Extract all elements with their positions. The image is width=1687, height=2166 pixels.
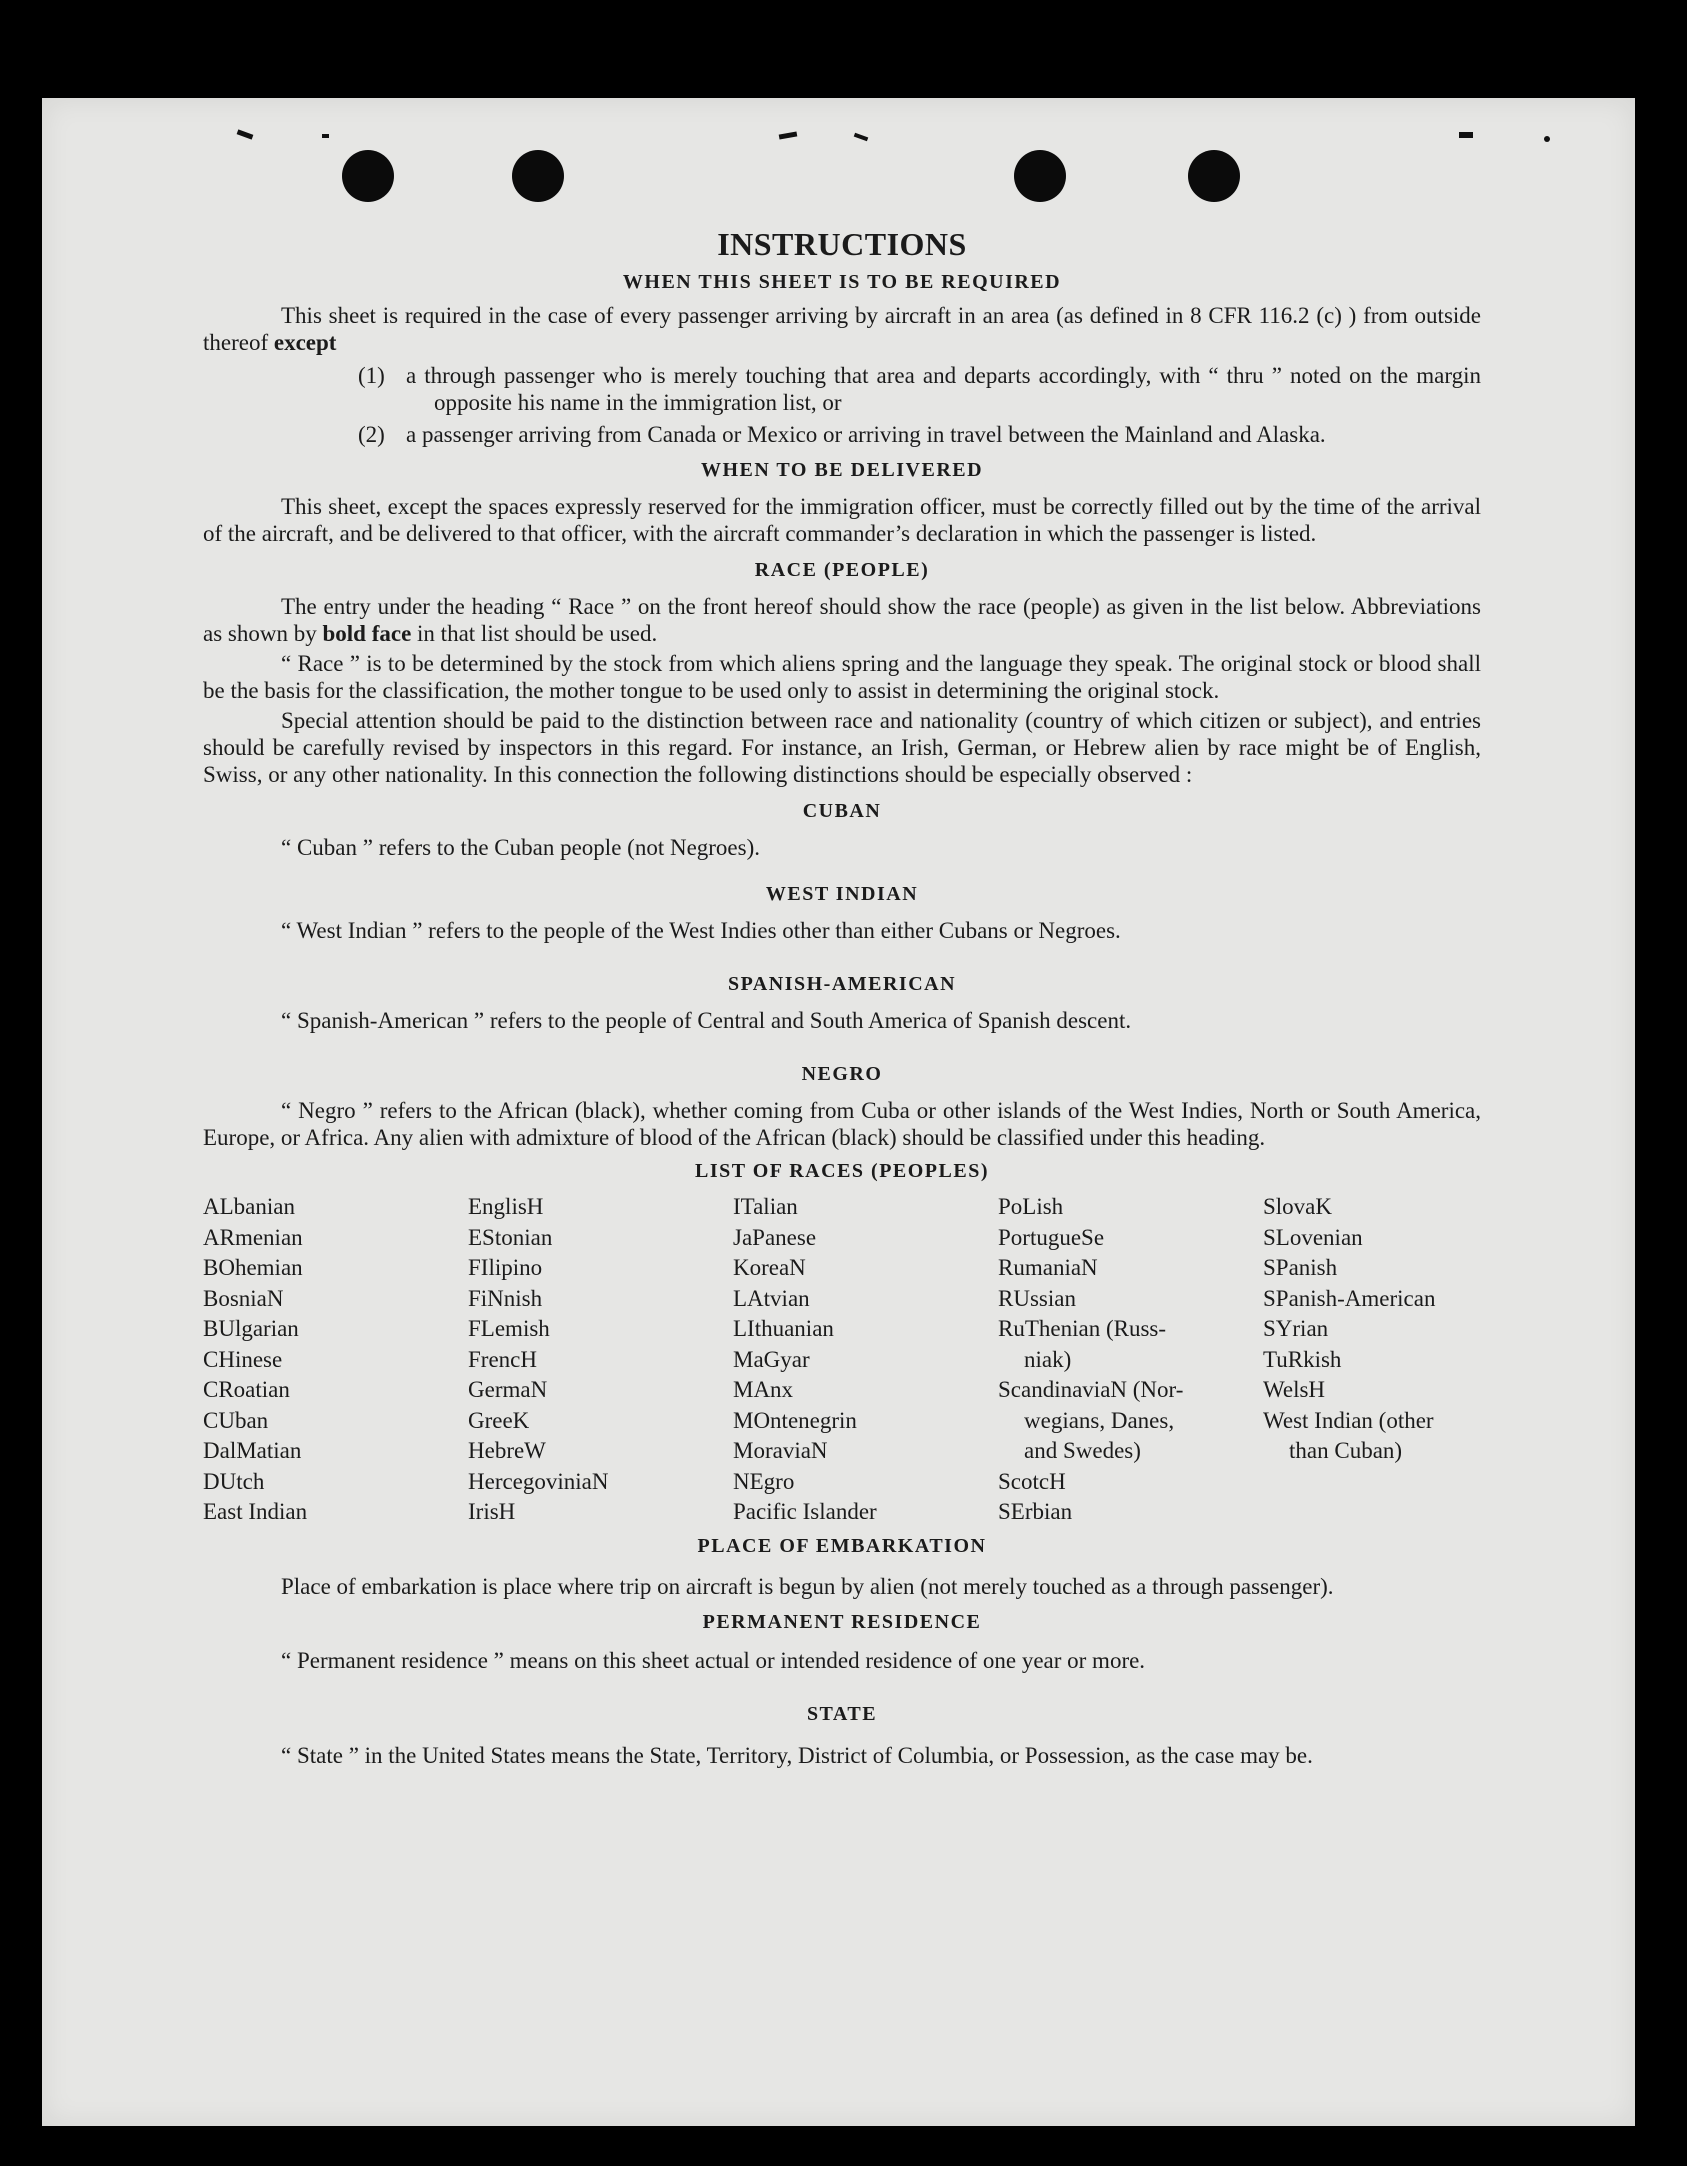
race-entry: MAnx (733, 1377, 794, 1402)
race-entry: EnglisH (468, 1194, 544, 1219)
paper-speck (237, 129, 254, 139)
paper-speck (1544, 136, 1550, 142)
race-entry: PortugueSe (998, 1224, 1105, 1250)
race-column (733, 1192, 998, 1528)
race-entry: FLemish (468, 1316, 550, 1341)
race-entry: GreeK (468, 1407, 530, 1433)
race-column (203, 1192, 468, 1528)
paper-speck (322, 134, 329, 138)
race-entry: BUlgarian (203, 1316, 299, 1341)
race-entry: FIlipino (468, 1255, 543, 1280)
race-entry: DalMatian (203, 1438, 302, 1463)
heading-negro: NEGRO (801, 1063, 883, 1085)
race-entry: BosniaN (203, 1285, 284, 1311)
race-entry: RuThenian (Russ- (998, 1316, 1167, 1341)
race-entry: LIthuanian (733, 1316, 834, 1341)
heading-spanish-american: SPANISH-AMERICAN (727, 973, 957, 995)
race-entry: FrencH (468, 1346, 537, 1372)
heading-race: RACE (PEOPLE) (754, 559, 930, 581)
heading-list-of-races: LIST OF RACES (PEOPLES) (694, 1160, 989, 1182)
race-entry: TuRkish (1263, 1346, 1342, 1372)
heading-when-delivered: WHEN TO BE DELIVERED (700, 459, 984, 481)
race-entry: CUban (203, 1407, 269, 1433)
race-column (468, 1192, 733, 1528)
heading-state: STATE (806, 1702, 878, 1725)
race-entry: HercegoviniaN (468, 1468, 609, 1494)
heading-embarkation: PLACE OF EMBARKATION (697, 1534, 987, 1557)
paper-speck (1459, 132, 1473, 138)
when-required-intro: This sheet is required in the case of every passenger arriving by aircraft in an area (as defined in 8 CFR 116.2 (c) ) from outside thereof except (203, 303, 1481, 355)
race-entry: MoraviaN (733, 1438, 828, 1463)
negro-text: “ Negro ” refers to the African (black), whether coming from Cuba or other islands of the West Indies, North or South America, Europe, or Africa. Any alien with admixture of blood of the African (black) should be classified under this heading. (203, 1098, 1481, 1150)
race-entry: ITalian (733, 1194, 798, 1219)
race-entry: RumaniaN (998, 1255, 1098, 1280)
race-entry: GermaN (468, 1377, 548, 1402)
race-entry: EStonian (468, 1224, 553, 1250)
race-entry: BOhemian (203, 1255, 303, 1280)
west-indian-text: “ West Indian ” refers to the people of the West Indies other than either Cubans or Negroes. (281, 918, 1121, 943)
when-delivered-text: This sheet, except the spaces expressly reserved for the immigration officer, must be correctly filled out by the time of the arrival of the aircraft, and be delivered to that officer, with the aircraft commander’s declaration in which the passenger is listed. (203, 494, 1481, 546)
heading-when-required: WHEN THIS SHEET IS TO BE REQUIRED (622, 271, 1062, 293)
state-text: “ State ” in the United States means the State, Territory, District of Columbia, or Possession, as the case may be. (281, 1742, 1313, 1768)
race-entry: IrisH (468, 1499, 516, 1524)
document-sheet (42, 98, 1635, 2126)
race-entry: niak) (1024, 1346, 1072, 1372)
race-paragraph: Special attention should be paid to the distinction between race and nationality (country of which citizen or subject), and entries should be carefully revised by inspectors in this regard. For instance, an Irish, German, or Hebrew alien by race might be of English, Swiss, or any other nationality. In this connection the following distinctions should be especially observed : (203, 708, 1481, 787)
race-entry: KoreaN (733, 1255, 806, 1280)
race-paragraph: “ Race ” is to be determined by the stock from which aliens spring and the language they speak. The original stock or blood shall be the basis for the classification, the mother tongue to be used only to assist in determining the original stock. (203, 651, 1481, 703)
race-entry: FiNnish (468, 1285, 543, 1311)
race-entry: ALbanian (203, 1194, 295, 1219)
race-entry: wegians, Danes, (1024, 1407, 1175, 1433)
race-column (998, 1192, 1263, 1528)
race-column (1263, 1192, 1481, 1528)
paper-speck (854, 133, 869, 142)
cuban-text: “ Cuban ” refers to the Cuban people (not Negroes). (281, 835, 761, 860)
race-entry: NEgro (733, 1468, 795, 1494)
page-title: INSTRUCTIONS (717, 226, 967, 262)
race-entry: PoLish (998, 1194, 1064, 1219)
race-entry: MaGyar (733, 1346, 810, 1372)
race-entry: Pacific Islander (733, 1499, 877, 1524)
race-entry: ScandinaviaN (Nor- (998, 1377, 1184, 1402)
race-entry: HebreW (468, 1438, 546, 1463)
race-entry: RUssian (998, 1285, 1076, 1311)
punch-hole (512, 150, 564, 202)
race-entry: SErbian (998, 1499, 1073, 1524)
paper-speck (779, 131, 798, 139)
race-entry: SLovenian (1263, 1224, 1363, 1250)
race-entry: JaPanese (733, 1224, 817, 1250)
race-entry: LAtvian (733, 1285, 810, 1311)
race-entry: SYrian (1263, 1316, 1329, 1341)
punch-hole (1188, 150, 1240, 202)
punch-hole (1014, 150, 1066, 202)
race-entry: ARmenian (203, 1224, 303, 1250)
heading-west-indian: WEST INDIAN (765, 883, 919, 905)
race-entry: West Indian (other (1263, 1407, 1434, 1433)
residence-text: “ Permanent residence ” means on this sheet actual or intended residence of one year or more. (281, 1647, 1146, 1673)
heading-cuban: CUBAN (802, 800, 882, 822)
race-entry: CHinese (203, 1346, 283, 1372)
punch-hole (342, 150, 394, 202)
race-entry: DUtch (203, 1468, 265, 1494)
spanish-american-text: “ Spanish-American ” refers to the people of Central and South America of Spanish descent. (281, 1008, 1132, 1033)
instructions-content (203, 226, 1481, 1772)
race-entry: CRoatian (203, 1377, 290, 1402)
race-list (203, 1192, 1481, 1528)
race-entry: MOntenegrin (733, 1407, 857, 1433)
race-entry: SPanish-American (1263, 1285, 1436, 1311)
race-entry: than Cuban) (1289, 1438, 1403, 1463)
race-entry: East Indian (203, 1499, 308, 1524)
exception-item: (2) a passenger arriving from Canada or Mexico or arriving in travel between the Mainland and Alaska. (358, 422, 1326, 447)
race-paragraph: The entry under the heading “ Race ” on the front hereof should show the race (people) as given in the list below. Abbreviations as shown by bold face in that list should be used. (203, 594, 1481, 646)
embarkation-text: Place of embarkation is place where trip on aircraft is begun by alien (not merely touched as a through passenger). (281, 1573, 1334, 1599)
race-entry: SlovaK (1263, 1194, 1332, 1219)
race-entry: WelsH (1263, 1377, 1326, 1402)
exception-item: (1) a through passenger who is merely touching that area and departs accordingly, with “ thru ” noted on the margin opposite his name in the immigration list, or (358, 363, 1481, 415)
heading-permanent-residence: PERMANENT RESIDENCE (702, 1610, 982, 1633)
race-entry: and Swedes) (1024, 1438, 1141, 1463)
race-entry: ScotcH (998, 1468, 1066, 1494)
race-entry: SPanish (1263, 1255, 1338, 1280)
